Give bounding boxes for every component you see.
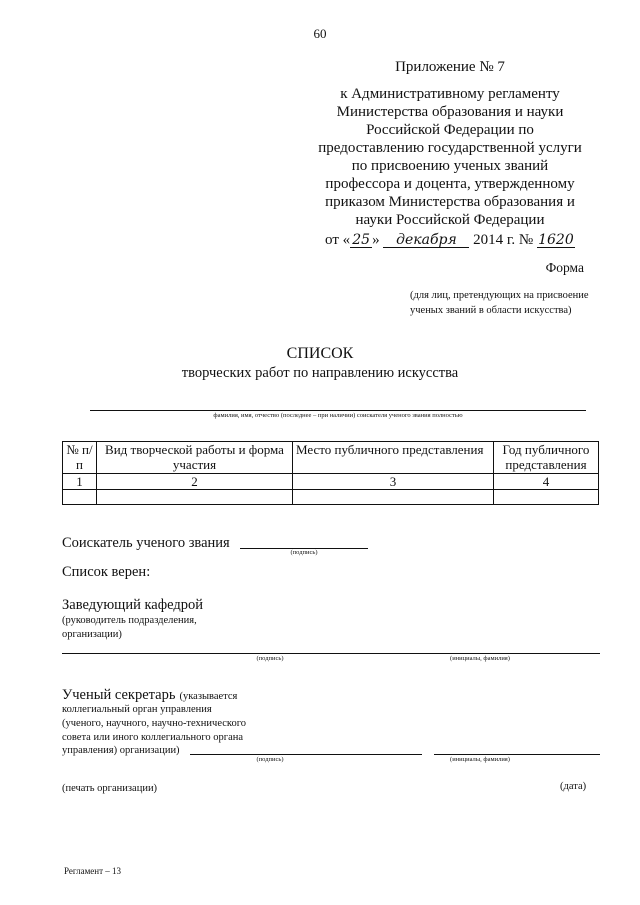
secretary-heading bbox=[62, 686, 237, 704]
verified-label: Список верен: bbox=[62, 564, 151, 580]
table-cell[interactable] bbox=[293, 490, 494, 505]
table-cell[interactable] bbox=[97, 490, 293, 505]
header-year: Год публичного представления bbox=[494, 442, 599, 474]
secretary-label: Ученый секретарь bbox=[62, 687, 176, 703]
column-number: 4 bbox=[494, 474, 599, 490]
works-table bbox=[62, 441, 599, 505]
table-row bbox=[63, 474, 599, 490]
secretary-signature-line[interactable] bbox=[190, 754, 422, 755]
date-label: (дата) bbox=[560, 781, 587, 792]
secretary-sub bbox=[62, 703, 246, 745]
table-cell[interactable] bbox=[494, 490, 599, 505]
annex-line: Министерства образования и науки bbox=[336, 104, 564, 120]
annex-title: Приложение № 7 bbox=[395, 59, 505, 75]
secretary-sub-line: совета или иного коллегиального органа bbox=[62, 732, 244, 743]
annex-line: предоставлению государственной услуги bbox=[318, 140, 582, 156]
secretary-label-note: (указывается bbox=[179, 691, 238, 702]
date-day: 25 bbox=[350, 233, 372, 248]
column-number: 2 bbox=[97, 474, 293, 490]
table-header-row bbox=[63, 442, 599, 474]
form-note-line: ученых званий в области искусства) bbox=[410, 305, 572, 316]
page-number: 60 bbox=[313, 26, 327, 41]
annex-line: по присвоению ученых званий bbox=[351, 158, 549, 174]
header-work-type: Вид творческой работы и форма участия bbox=[97, 442, 293, 474]
head-sub-line: организации) bbox=[62, 629, 122, 640]
table-cell[interactable] bbox=[63, 490, 97, 505]
secretary-signature-caption: (подпись) bbox=[256, 756, 284, 763]
secretary-sub-line: (ученого, научного, научно-технического bbox=[62, 718, 247, 729]
date-prefix: от « bbox=[325, 232, 351, 248]
date-month: декабря bbox=[383, 233, 469, 248]
column-number: 1 bbox=[63, 474, 97, 490]
head-label: Заведующий кафедрой bbox=[62, 597, 204, 613]
seal-label: (печать организации) bbox=[62, 783, 158, 794]
header-place: Место публичного представления bbox=[293, 442, 494, 474]
form-note bbox=[410, 288, 589, 318]
head-sub-line: (руководитель подразделения, bbox=[62, 615, 197, 626]
annex-line: приказом Министерства образования и bbox=[325, 194, 575, 210]
date-year: 2014 г. № bbox=[473, 232, 534, 248]
head-signature-line[interactable] bbox=[62, 653, 600, 654]
header-number: № п/п bbox=[63, 442, 97, 474]
document-subtitle: творческих работ по направлению искусства bbox=[181, 365, 459, 381]
form-label: Форма bbox=[545, 260, 584, 275]
column-number: 3 bbox=[293, 474, 494, 490]
fio-caption: фамилия, имя, отчество (последнее – при наличии) соискателя ученого звания полностью bbox=[213, 412, 463, 419]
annex-line: науки Российской Федерации bbox=[355, 212, 545, 228]
secretary-last-line: управления) организации) bbox=[62, 745, 180, 756]
secretary-name-caption: (инициалы, фамилия) bbox=[450, 756, 510, 763]
head-sub bbox=[62, 614, 197, 642]
head-name-caption: (инициалы, фамилия) bbox=[450, 655, 510, 662]
annex-line: профессора и доцента, утвержденному bbox=[325, 176, 575, 192]
applicant-signature-caption: (подпись) bbox=[290, 549, 318, 556]
annex-line: к Административному регламенту bbox=[340, 86, 560, 102]
date-mid: » bbox=[372, 232, 380, 248]
applicant-label: Соискатель ученого звания bbox=[62, 535, 230, 551]
annex-date-line bbox=[300, 231, 600, 249]
secretary-sub-line: коллегиальный орган управления bbox=[62, 704, 212, 715]
document-title: СПИСОК bbox=[286, 345, 354, 362]
annex-line: Российской Федерации по bbox=[366, 122, 534, 138]
form-note-line: (для лиц, претендующих на присвоение bbox=[410, 290, 589, 301]
annex-block bbox=[300, 58, 600, 249]
order-number: 1620 bbox=[538, 232, 574, 248]
secretary-name-line[interactable] bbox=[434, 754, 600, 755]
head-signature-caption: (подпись) bbox=[256, 655, 284, 662]
footer-text: Регламент – 13 bbox=[64, 866, 122, 876]
table-row bbox=[63, 490, 599, 505]
fio-field-line bbox=[90, 410, 586, 411]
